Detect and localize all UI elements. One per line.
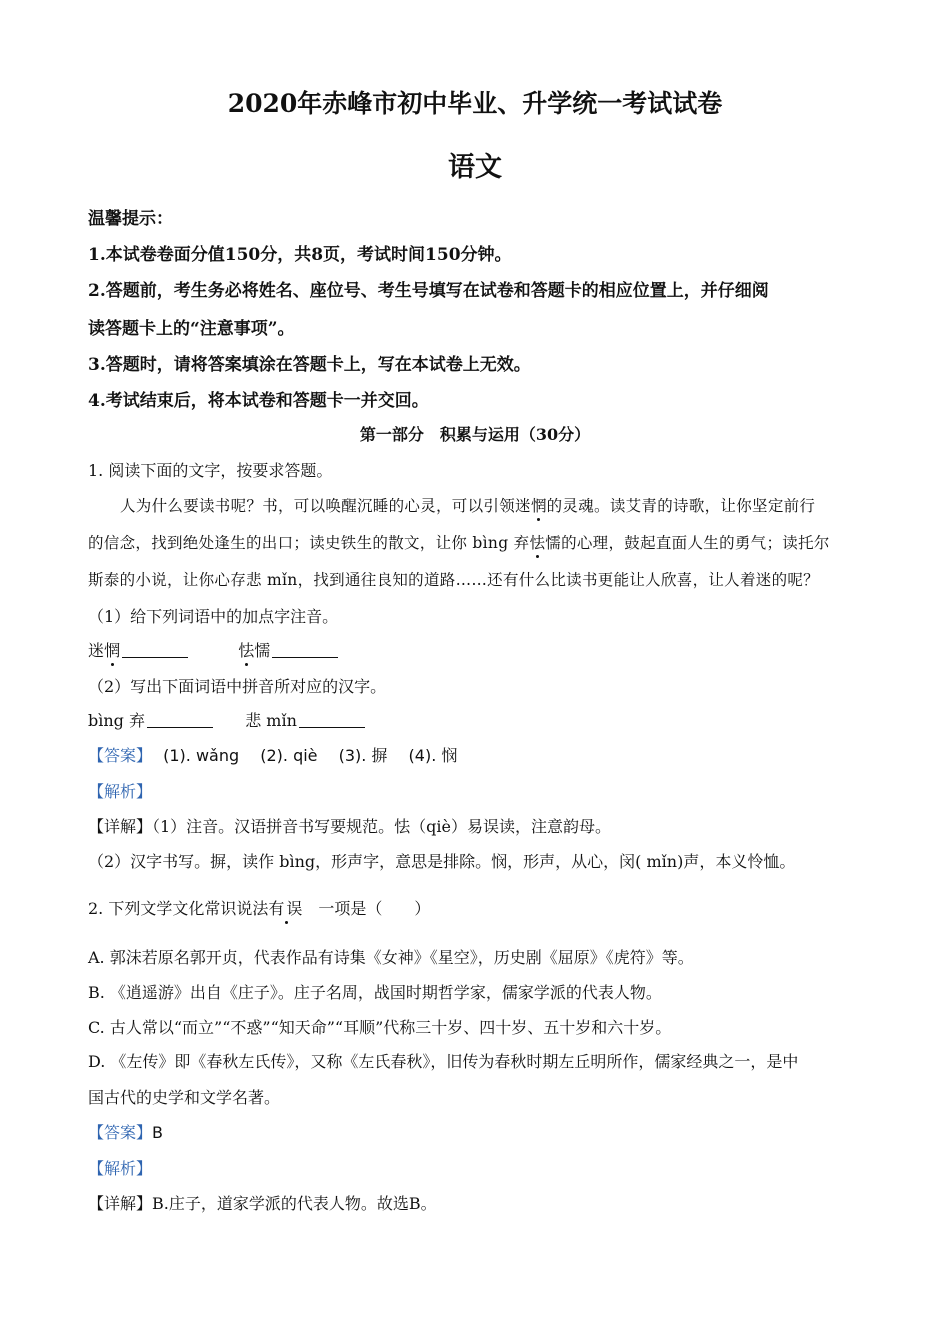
q1-stem: 1. 阅读下面的文字，按要求答题。 [88, 461, 333, 480]
q2-answer-line [88, 1120, 163, 1143]
q2-option-a: A. 郭沫若原名郭开贞，代表作品有诗集《女神》《星空》，历史剧《屈原》《虎符》等。 [88, 948, 694, 967]
notice-item-2-cont: 读答题卡上的“注意事项”。 [88, 319, 295, 339]
answer-blank-4[interactable] [299, 711, 365, 728]
q2-detail: 【详解】B.庄子，道家学派的代表人物。故选B。 [88, 1194, 437, 1213]
q1-passage-1a: 人为什么要读书呢？书，可以唤醒沉睡的心灵，可以引领迷 [120, 497, 531, 515]
q1-passage-line-1 [120, 494, 815, 516]
q2-stem-a: 2. 下列文学文化常识说法 [88, 899, 269, 918]
q1-answer-3: (3). 摒 [338, 746, 388, 765]
notice-heading: 温馨提示： [88, 209, 173, 229]
word2-dot: 怯 [238, 641, 255, 660]
q2-stem-b: 一项是（ ） [318, 899, 431, 918]
q1-answer-2: (2). qiè [260, 746, 318, 765]
q1-passage-line-2 [88, 531, 830, 553]
word2-b: 懦 [254, 641, 271, 660]
q1-answer-4: (4). 悯 [408, 746, 458, 765]
q1-analysis-tag: 【解析】 [88, 782, 153, 801]
q2-option-c: C. 古人常以“而立”“不惑”“知天命”“耳顺”代称三十岁、四十岁、五十岁和六十岁。 [88, 1018, 672, 1037]
answer-blank-3[interactable] [147, 711, 213, 728]
q1-passage-1b: 的灵魂。读艾青的诗歌，让你坚定前行 [546, 497, 816, 515]
q2-option-b: B. 《逍遥游》出自《庄子》。庄子名周，战国时期哲学家，儒家学派的代表人物。 [88, 983, 662, 1002]
answer-blank-1[interactable] [122, 641, 188, 658]
q1-sub2: （2）写出下面词语中拼音所对应的汉字。 [88, 677, 387, 696]
q2-option-d-cont: 国古代的史学和文学名著。 [88, 1088, 281, 1107]
q1-passage-2-dot: 怯 [529, 534, 546, 552]
q2-stem [88, 896, 430, 919]
answer-blank-2[interactable] [272, 641, 338, 658]
answer-tag: 【答案】 [88, 746, 153, 765]
exam-title: 2020年赤峰市初中毕业、升学统一考试试卷 [227, 89, 723, 118]
q2-stem-dot: 有误 [268, 899, 305, 918]
q1-sub1-words [88, 638, 338, 661]
q2-answer: B [152, 1123, 163, 1142]
notice-item-2: 2.答题前，考生务必将姓名、座位号、考生号填写在试卷和答题卡的相应位置上，并仔细阅 [88, 281, 769, 301]
q1-passage-line-3: 斯泰的小说，让你心存悲 mǐn，找到通往良知的道路……还有什么比读书更能让人欣喜，让人着迷的呢？ [88, 571, 819, 589]
notice-item-4: 4.考试结束后，将本试卷和答题卡一并交回。 [88, 391, 429, 411]
word1-a: 迷 [88, 641, 105, 660]
q1-passage-2b: 懦的心理，鼓起直面人生的勇气；读托尔 [545, 534, 830, 552]
notice-item-1: 1.本试卷卷面分值150分，共8页，考试时间150分钟。 [88, 245, 512, 265]
q1-answer-line [88, 743, 457, 766]
word3: bìng 弃 [88, 711, 145, 730]
q1-answer-1: (1). wǎng [163, 746, 240, 765]
notice-item-3: 3.答题时，请将答案填涂在答题卡上，写在本试卷上无效。 [88, 355, 531, 375]
q1-detail-2: （2）汉字书写。摒，读作 bìng，形声字，意思是排除。悯，形声，从心，闵( mǐn)声，本义怜恤。 [88, 852, 796, 871]
q2-answer-tag: 【答案】 [88, 1123, 153, 1142]
q2-analysis-tag: 【解析】 [88, 1159, 153, 1178]
q1-detail-1: 【详解】（1）注音。汉语拼音书写要规范。怯（qiè）易误读，注意韵母。 [88, 817, 612, 836]
q1-sub2-words [88, 708, 365, 731]
word1-dot: 惘 [104, 641, 121, 660]
word4: 悲 mǐn [245, 711, 297, 730]
section-title: 第一部分 积累与运用（30分） [359, 425, 591, 444]
q1-sub1: （1）给下列词语中的加点字注音。 [88, 607, 339, 626]
q1-passage-2a: 的信念，找到绝处逢生的出口；读史铁生的散文，让你 bìng 弃 [88, 534, 530, 552]
subject-title: 语文 [448, 152, 502, 183]
q2-option-d: D. 《左传》即《春秋左氏传》，又称《左氏春秋》，旧传为春秋时期左丘明所作，儒家经典之一，是中 [88, 1052, 799, 1071]
q1-passage-1-dot: 惘 [530, 497, 547, 515]
